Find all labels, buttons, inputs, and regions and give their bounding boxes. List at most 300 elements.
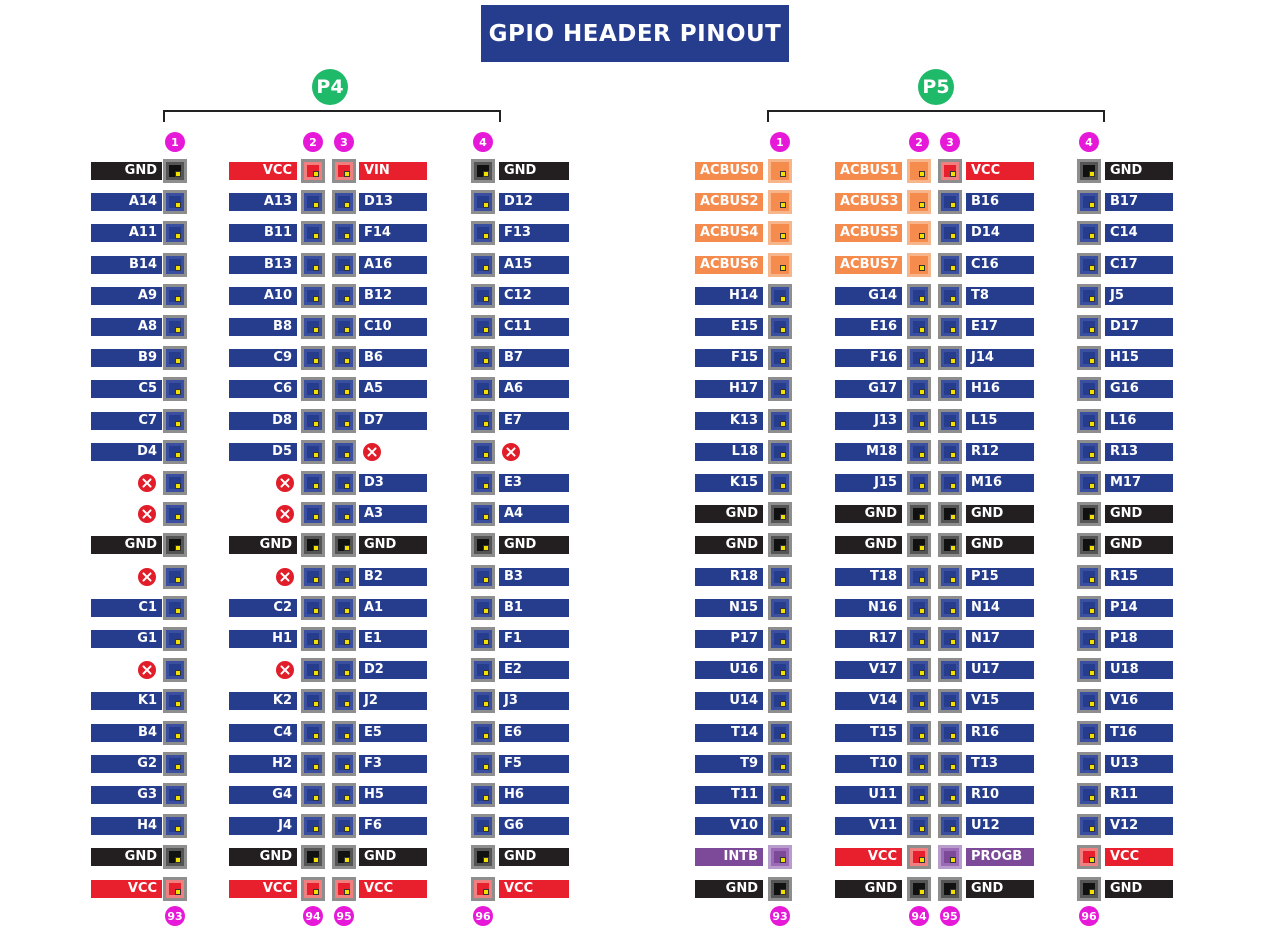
pin-dot xyxy=(175,171,181,177)
pin-pad xyxy=(474,786,492,804)
header-pin[interactable] xyxy=(163,752,187,776)
pin-dot xyxy=(175,857,181,863)
header-pin[interactable] xyxy=(471,658,495,682)
header-pin[interactable] xyxy=(332,159,356,183)
pin-label: G6 xyxy=(499,817,569,835)
pin-number: 93 xyxy=(165,906,185,926)
header-pin[interactable] xyxy=(301,783,325,807)
pin-dot xyxy=(175,764,181,770)
header-pin[interactable] xyxy=(163,377,187,401)
header-pin[interactable] xyxy=(471,159,495,183)
pin-label: H17 xyxy=(695,380,763,398)
header-pin[interactable] xyxy=(938,315,962,339)
header-pin[interactable] xyxy=(1077,814,1101,838)
pin-pad xyxy=(304,443,322,461)
pin-pad xyxy=(941,224,959,242)
header-pin[interactable] xyxy=(907,596,931,620)
header-pin[interactable] xyxy=(768,253,792,277)
pin-pad xyxy=(771,380,789,398)
header-pin[interactable] xyxy=(768,471,792,495)
pin-dot xyxy=(175,327,181,333)
header-pin[interactable] xyxy=(768,502,792,526)
pin-dot xyxy=(919,826,925,832)
header-pin[interactable] xyxy=(907,221,931,245)
header-pin[interactable] xyxy=(471,565,495,589)
header-pin[interactable] xyxy=(1077,346,1101,370)
header-pin[interactable] xyxy=(938,596,962,620)
pin-dot xyxy=(313,265,319,271)
header-pin[interactable] xyxy=(163,565,187,589)
pin-pad xyxy=(771,349,789,367)
pin-label: R13 xyxy=(1105,443,1173,461)
header-pin[interactable] xyxy=(301,814,325,838)
header-pin[interactable] xyxy=(332,284,356,308)
pin-dot xyxy=(313,421,319,427)
pin-dot xyxy=(483,327,489,333)
header-pin[interactable] xyxy=(768,627,792,651)
pin-dot xyxy=(344,889,350,895)
pin-dot xyxy=(175,233,181,239)
header-pin[interactable] xyxy=(301,315,325,339)
pin-label: F13 xyxy=(499,224,569,242)
pin-pad xyxy=(941,848,959,866)
header-pin[interactable] xyxy=(471,627,495,651)
header-pin[interactable] xyxy=(1077,471,1101,495)
header-pin[interactable] xyxy=(163,315,187,339)
pin-dot xyxy=(313,483,319,489)
header-pin[interactable] xyxy=(301,658,325,682)
pin-dot xyxy=(483,514,489,520)
header-pin[interactable] xyxy=(1077,783,1101,807)
header-pin[interactable] xyxy=(301,533,325,557)
header-pin[interactable] xyxy=(471,253,495,277)
header-pin[interactable] xyxy=(301,502,325,526)
pin-dot xyxy=(919,421,925,427)
header-pin[interactable] xyxy=(301,627,325,651)
pin-label: GND xyxy=(695,505,763,523)
pin-pad xyxy=(166,880,184,898)
header-pin[interactable] xyxy=(907,845,931,869)
header-pin[interactable] xyxy=(1077,845,1101,869)
header-pin[interactable] xyxy=(332,315,356,339)
header-pin[interactable] xyxy=(1077,502,1101,526)
pin-label: VIN xyxy=(359,162,427,180)
pin-number: 4 xyxy=(473,132,493,152)
header-pin[interactable] xyxy=(768,845,792,869)
header-pin[interactable] xyxy=(301,440,325,464)
header-pin[interactable] xyxy=(163,689,187,713)
header-pin[interactable] xyxy=(938,658,962,682)
pin-dot xyxy=(780,670,786,676)
pin-dot xyxy=(950,701,956,707)
header-pin[interactable] xyxy=(332,721,356,745)
header-pin[interactable] xyxy=(301,377,325,401)
header-pin[interactable] xyxy=(332,877,356,901)
header-pin[interactable] xyxy=(471,471,495,495)
header-pin[interactable] xyxy=(768,658,792,682)
header-pin[interactable] xyxy=(332,409,356,433)
header-pin[interactable] xyxy=(301,721,325,745)
pin-label: P14 xyxy=(1105,599,1173,617)
header-pin[interactable] xyxy=(471,877,495,901)
header-pin[interactable] xyxy=(938,689,962,713)
pin-pad xyxy=(941,661,959,679)
header-pin[interactable] xyxy=(907,814,931,838)
header-pin[interactable] xyxy=(301,596,325,620)
header-pin[interactable] xyxy=(163,409,187,433)
pin-dot xyxy=(780,764,786,770)
header-pin[interactable] xyxy=(471,221,495,245)
header-pin[interactable] xyxy=(938,565,962,589)
header-pin[interactable] xyxy=(768,752,792,776)
pin-pad xyxy=(941,599,959,617)
header-pin[interactable] xyxy=(938,440,962,464)
header-pin[interactable] xyxy=(163,596,187,620)
header-pin[interactable] xyxy=(907,409,931,433)
pin-dot xyxy=(483,421,489,427)
pin-number: 95 xyxy=(940,906,960,926)
header-pin[interactable] xyxy=(1077,377,1101,401)
header-pin[interactable] xyxy=(332,783,356,807)
header-pin[interactable] xyxy=(301,346,325,370)
header-pin[interactable] xyxy=(938,877,962,901)
header-pin[interactable] xyxy=(768,533,792,557)
pin-label: J4 xyxy=(229,817,297,835)
header-pin[interactable] xyxy=(907,721,931,745)
pin-label: E1 xyxy=(359,630,427,648)
pin-pad xyxy=(304,256,322,274)
header-pin[interactable] xyxy=(163,845,187,869)
header-pin[interactable] xyxy=(332,658,356,682)
header-pin[interactable] xyxy=(938,221,962,245)
header-pin[interactable] xyxy=(163,658,187,682)
pin-dot xyxy=(483,733,489,739)
pin-label: VCC xyxy=(1105,848,1173,866)
header-pin[interactable] xyxy=(1077,752,1101,776)
header-pin[interactable] xyxy=(332,814,356,838)
header-pin[interactable] xyxy=(1077,284,1101,308)
header-pin[interactable] xyxy=(907,190,931,214)
pin-dot xyxy=(313,171,319,177)
header-pin[interactable] xyxy=(471,783,495,807)
pin-label: C6 xyxy=(229,380,297,398)
header-pin[interactable] xyxy=(163,159,187,183)
header-pin[interactable] xyxy=(768,409,792,433)
pin-pad xyxy=(910,256,928,274)
pin-dot xyxy=(1089,358,1095,364)
pin-pad xyxy=(335,661,353,679)
header-pin[interactable] xyxy=(907,533,931,557)
header-pin[interactable] xyxy=(163,627,187,651)
header-pin[interactable] xyxy=(907,877,931,901)
header-pin[interactable] xyxy=(938,159,962,183)
header-pin[interactable] xyxy=(1077,658,1101,682)
header-pin[interactable] xyxy=(768,440,792,464)
header-pin[interactable] xyxy=(768,377,792,401)
pin-pad xyxy=(474,817,492,835)
header-pin[interactable] xyxy=(301,565,325,589)
pin-label: U16 xyxy=(695,661,763,679)
header-pin[interactable] xyxy=(471,721,495,745)
header-pin[interactable] xyxy=(332,627,356,651)
pin-dot xyxy=(950,545,956,551)
header-pin[interactable] xyxy=(163,221,187,245)
pin-pad xyxy=(910,568,928,586)
no-connect-icon xyxy=(502,443,520,461)
header-pin[interactable] xyxy=(471,752,495,776)
header-pin[interactable] xyxy=(938,845,962,869)
header-pin[interactable] xyxy=(471,533,495,557)
header-pin[interactable] xyxy=(1077,721,1101,745)
header-pin[interactable] xyxy=(938,721,962,745)
header-pin[interactable] xyxy=(332,253,356,277)
pin-dot xyxy=(344,639,350,645)
header-pin[interactable] xyxy=(907,284,931,308)
header-pin[interactable] xyxy=(163,284,187,308)
header-pin[interactable] xyxy=(332,440,356,464)
pin-dot xyxy=(919,483,925,489)
header-pin[interactable] xyxy=(301,877,325,901)
header-pin[interactable] xyxy=(332,471,356,495)
header-pin[interactable] xyxy=(301,689,325,713)
header-pin[interactable] xyxy=(163,783,187,807)
header-pin[interactable] xyxy=(907,689,931,713)
header-pin[interactable] xyxy=(768,565,792,589)
pin-label: V15 xyxy=(966,692,1034,710)
header-pin[interactable] xyxy=(301,845,325,869)
header-pin[interactable] xyxy=(907,752,931,776)
pin-dot xyxy=(344,826,350,832)
header-pin[interactable] xyxy=(332,596,356,620)
pin-label: H15 xyxy=(1105,349,1173,367)
pin-pad xyxy=(335,599,353,617)
pin-pad xyxy=(304,505,322,523)
header-pin[interactable] xyxy=(332,502,356,526)
pin-dot xyxy=(1089,265,1095,271)
header-pin[interactable] xyxy=(163,253,187,277)
pin-dot xyxy=(175,670,181,676)
header-pin[interactable] xyxy=(471,502,495,526)
pin-label: GND xyxy=(966,505,1034,523)
pin-pad xyxy=(304,412,322,430)
pin-dot xyxy=(483,701,489,707)
pin-dot xyxy=(175,639,181,645)
header-pin[interactable] xyxy=(907,253,931,277)
pin-label: B9 xyxy=(91,349,162,367)
pin-label: H14 xyxy=(695,287,763,305)
header-pin[interactable] xyxy=(768,814,792,838)
header-pin[interactable] xyxy=(332,533,356,557)
header-pin[interactable] xyxy=(163,814,187,838)
pin-pad xyxy=(335,505,353,523)
header-pin[interactable] xyxy=(768,159,792,183)
header-pin[interactable] xyxy=(1077,253,1101,277)
header-pin[interactable] xyxy=(163,471,187,495)
header-pin[interactable] xyxy=(938,284,962,308)
header-pin[interactable] xyxy=(1077,159,1101,183)
header-pin[interactable] xyxy=(332,377,356,401)
header-pin[interactable] xyxy=(938,377,962,401)
header-pin[interactable] xyxy=(301,190,325,214)
pin-label: B4 xyxy=(91,724,162,742)
header-pin[interactable] xyxy=(301,752,325,776)
header-pin[interactable] xyxy=(768,596,792,620)
header-pin[interactable] xyxy=(332,752,356,776)
pin-pad xyxy=(771,880,789,898)
header-pin[interactable] xyxy=(471,689,495,713)
header-pin[interactable] xyxy=(938,533,962,557)
header-pin[interactable] xyxy=(471,377,495,401)
pin-dot xyxy=(175,608,181,614)
header-pin[interactable] xyxy=(907,658,931,682)
pin-dot xyxy=(950,764,956,770)
pin-pad xyxy=(335,256,353,274)
header-pin[interactable] xyxy=(768,877,792,901)
pin-dot xyxy=(344,670,350,676)
pin-pad xyxy=(166,380,184,398)
header-pin[interactable] xyxy=(301,409,325,433)
pin-pad xyxy=(1080,568,1098,586)
header-pin[interactable] xyxy=(471,346,495,370)
pin-pad xyxy=(335,755,353,773)
header-pin[interactable] xyxy=(471,284,495,308)
header-pin[interactable] xyxy=(768,783,792,807)
header-pin[interactable] xyxy=(907,315,931,339)
pin-pad xyxy=(335,880,353,898)
header-pin[interactable] xyxy=(938,471,962,495)
pin-pad xyxy=(941,162,959,180)
header-pin[interactable] xyxy=(768,190,792,214)
pin-pad xyxy=(771,786,789,804)
header-pin[interactable] xyxy=(471,315,495,339)
header-pin[interactable] xyxy=(1077,190,1101,214)
header-pin[interactable] xyxy=(163,346,187,370)
header-pin[interactable] xyxy=(938,409,962,433)
header-pin[interactable] xyxy=(471,409,495,433)
header-pin[interactable] xyxy=(332,565,356,589)
header-pin[interactable] xyxy=(938,814,962,838)
header-pin[interactable] xyxy=(332,190,356,214)
pin-label: U13 xyxy=(1105,755,1173,773)
header-pin[interactable] xyxy=(907,346,931,370)
header-pin[interactable] xyxy=(1077,689,1101,713)
header-pin[interactable] xyxy=(301,253,325,277)
header-pin[interactable] xyxy=(1077,315,1101,339)
pin-pad xyxy=(474,599,492,617)
pin-label: A3 xyxy=(359,505,427,523)
header-pin[interactable] xyxy=(938,346,962,370)
header-pin[interactable] xyxy=(301,471,325,495)
pin-dot xyxy=(919,171,925,177)
pin-label: L16 xyxy=(1105,412,1173,430)
header-pin[interactable] xyxy=(907,783,931,807)
pin-dot xyxy=(780,421,786,427)
pin-pad xyxy=(166,599,184,617)
header-pin[interactable] xyxy=(301,159,325,183)
header-pin[interactable] xyxy=(1077,596,1101,620)
pin-pad xyxy=(166,755,184,773)
pin-pad xyxy=(335,193,353,211)
header-pin[interactable] xyxy=(301,221,325,245)
pin-pad xyxy=(335,224,353,242)
header-pin[interactable] xyxy=(938,253,962,277)
pin-pad xyxy=(166,692,184,710)
header-pin[interactable] xyxy=(471,190,495,214)
header-pin[interactable] xyxy=(907,627,931,651)
header-pin[interactable] xyxy=(163,721,187,745)
pin-dot xyxy=(175,452,181,458)
pin-pad xyxy=(335,162,353,180)
header-pin[interactable] xyxy=(938,190,962,214)
header-pin[interactable] xyxy=(163,877,187,901)
header-pin[interactable] xyxy=(1077,409,1101,433)
pin-label: M16 xyxy=(966,474,1034,492)
pin-pad xyxy=(941,536,959,554)
header-pin[interactable] xyxy=(938,502,962,526)
header-pin[interactable] xyxy=(332,221,356,245)
header-pin[interactable] xyxy=(1077,533,1101,557)
pin-pad xyxy=(166,193,184,211)
pin-dot xyxy=(175,514,181,520)
header-pin[interactable] xyxy=(907,377,931,401)
header-pin[interactable] xyxy=(1077,565,1101,589)
header-pin[interactable] xyxy=(938,783,962,807)
header-pin[interactable] xyxy=(332,689,356,713)
header-pin[interactable] xyxy=(907,502,931,526)
pin-pad xyxy=(941,412,959,430)
pin-label: N14 xyxy=(966,599,1034,617)
header-pin[interactable] xyxy=(907,159,931,183)
header-pin[interactable] xyxy=(768,284,792,308)
pin-dot xyxy=(919,452,925,458)
header-pin[interactable] xyxy=(471,814,495,838)
header-pin[interactable] xyxy=(768,689,792,713)
header-pin[interactable] xyxy=(163,440,187,464)
header-pin[interactable] xyxy=(938,627,962,651)
pin-pad xyxy=(474,661,492,679)
header-pin[interactable] xyxy=(1077,440,1101,464)
header-pin[interactable] xyxy=(332,346,356,370)
header-pin[interactable] xyxy=(471,440,495,464)
header-pin[interactable] xyxy=(907,565,931,589)
header-pin[interactable] xyxy=(768,315,792,339)
header-pin[interactable] xyxy=(471,845,495,869)
pin-label: VCC xyxy=(359,880,427,898)
header-pin[interactable] xyxy=(163,190,187,214)
header-pin[interactable] xyxy=(938,752,962,776)
pin-label: U17 xyxy=(966,661,1034,679)
header-pin[interactable] xyxy=(768,346,792,370)
header-pin[interactable] xyxy=(1077,877,1101,901)
header-pin[interactable] xyxy=(907,440,931,464)
header-pin[interactable] xyxy=(471,596,495,620)
header-pin[interactable] xyxy=(1077,221,1101,245)
header-pin[interactable] xyxy=(1077,627,1101,651)
header-pin[interactable] xyxy=(332,845,356,869)
header-pin[interactable] xyxy=(163,533,187,557)
pin-label: D2 xyxy=(359,661,427,679)
header-badge-p5: P5 xyxy=(918,69,954,105)
header-pin[interactable] xyxy=(163,502,187,526)
header-pin[interactable] xyxy=(907,471,931,495)
pin-label: P18 xyxy=(1105,630,1173,648)
pin-dot xyxy=(1089,826,1095,832)
pin-label: C1 xyxy=(91,599,162,617)
header-pin[interactable] xyxy=(768,721,792,745)
header-pin[interactable] xyxy=(301,284,325,308)
pin-dot xyxy=(344,483,350,489)
header-pin[interactable] xyxy=(768,221,792,245)
